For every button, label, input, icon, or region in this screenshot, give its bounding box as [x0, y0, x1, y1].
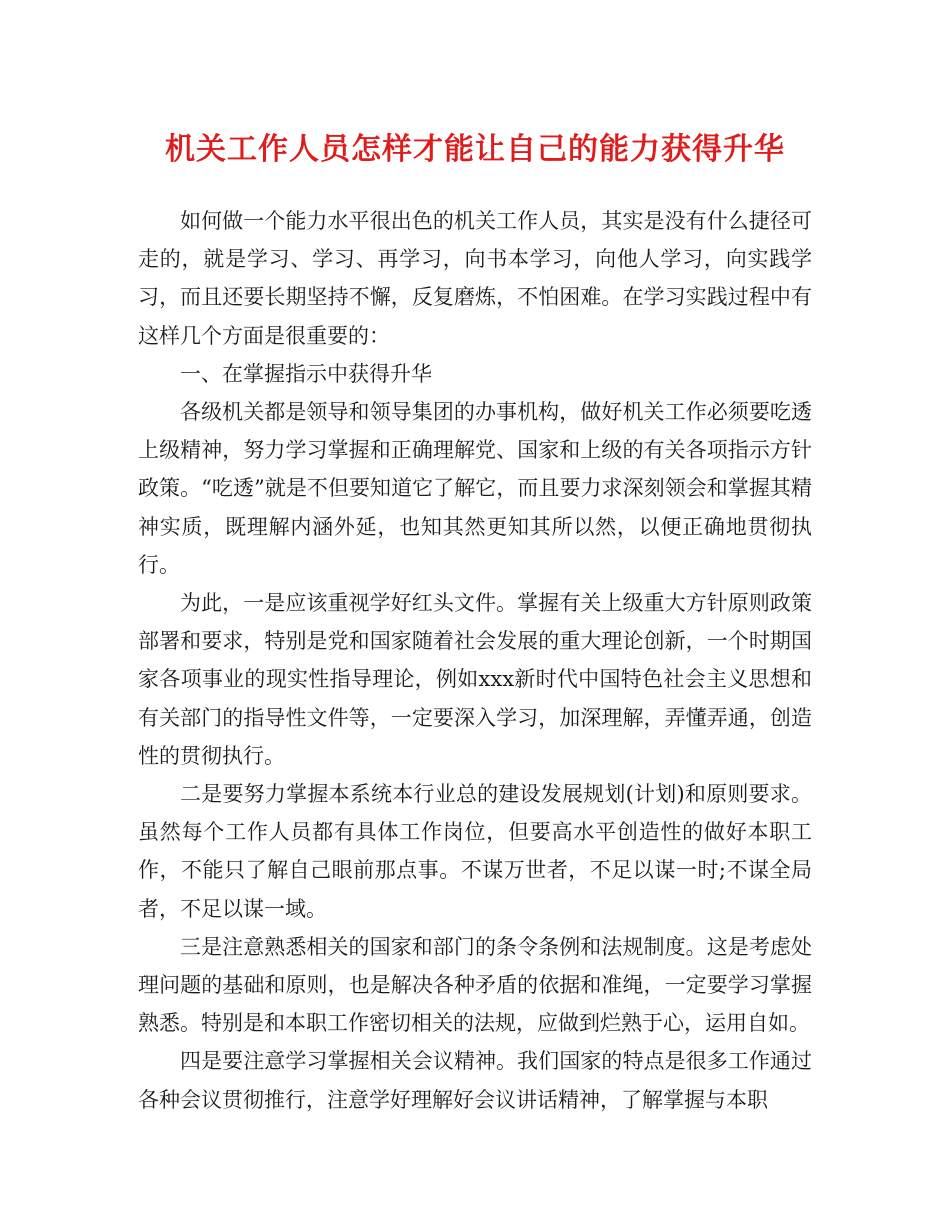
paragraph-point-4: 四是要注意学习掌握相关会议精神。我们国家的特点是很多工作通过各种会议贯彻推行，注意学好理解好会议讲话精神，了解掌握与本职 — [138, 1049, 812, 1112]
paragraph-point-1: 为此，一是应该重视学好红头文件。掌握有关上级重大方针原则政策部署和要求，特别是党和国家随着社会发展的重大理论创新，一个时期国家各项事业的现实性指导理论，例如xxx新时代中国特色社会主义思想和有关部门的指导性文件等，一定要深入学习，加深理解，弄懂弄通，创造性的贯彻执行。 — [138, 591, 812, 768]
document-body — [138, 202, 812, 1119]
paragraph-point-3: 三是注意熟悉相关的国家和部门的条令条例和法规制度。这是考虑处理问题的基础和原则，也是解决各种矛盾的依据和准绳，一定要学习掌握熟悉。特别是和本职工作密切相关的法规，应做到烂熟于心，运用自如。 — [138, 934, 812, 1036]
paragraph-intro: 如何做一个能力水平很出色的机关工作人员，其实是没有什么捷径可走的，就是学习、学习、再学习，向书本学习，向他人学习，向实践学习，而且还要长期坚持不懈，反复磨炼，不怕困难。在学习实践过程中有这样几个方面是很重要的： — [138, 209, 812, 348]
section-heading-1: 一、在掌握指示中获得升华 — [180, 361, 432, 386]
paragraph-section-1: 各级机关都是领导和领导集团的办事机构，做好机关工作必须要吃透上级精神，努力学习掌握和正确理解党、国家和上级的有关各项指示方针政策。“吃透”就是不但要知道它了解它，而且要力求深刻领会和掌握其精神实质，既理解内涵外延，也知其然更知其所以然，以便正确地贯彻执行。 — [138, 400, 812, 577]
paragraph-point-2: 二是要努力掌握本系统本行业总的建设发展规划(计划)和原则要求。虽然每个工作人员都有具体工作岗位，但要高水平创造性的做好本职工作，不能只了解自己眼前那点事。不谋万世者，不足以谋一时;不谋全局者，不足以谋一域。 — [138, 782, 812, 921]
document-title: 机关工作人员怎样才能让自己的能力获得升华 — [165, 132, 785, 167]
